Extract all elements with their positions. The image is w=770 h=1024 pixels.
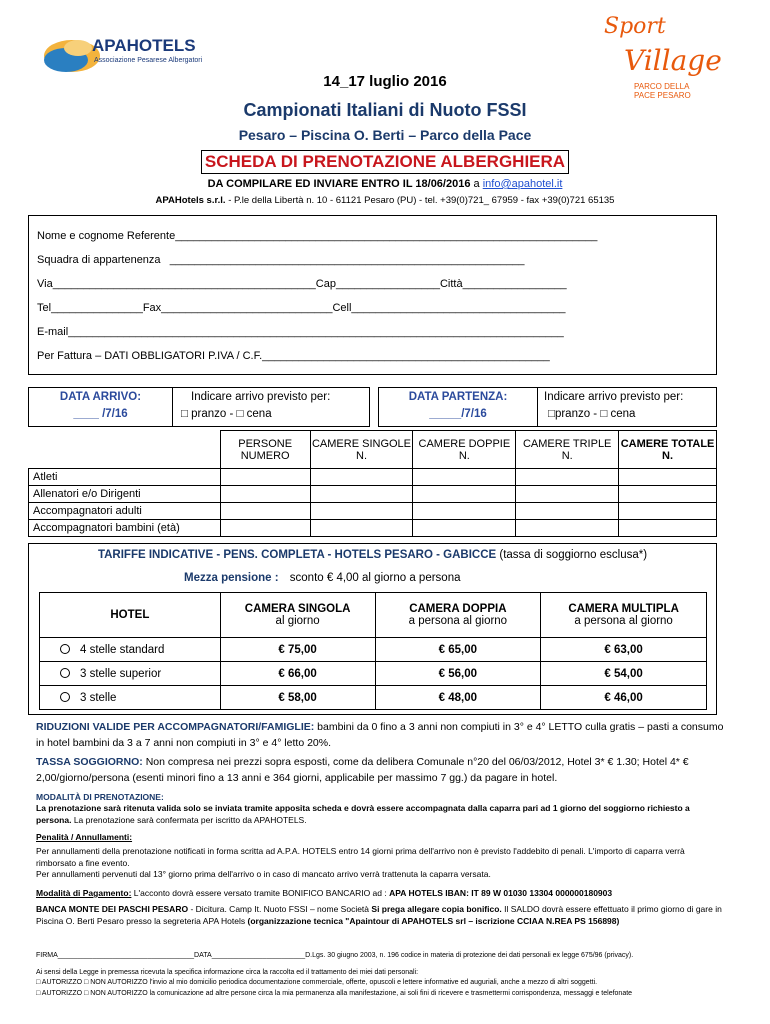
cell-input[interactable] xyxy=(413,486,516,503)
tariff-title: TARIFFE INDICATIVE - PENS. COMPLETA - HOTELS PESARO - GABICCE xyxy=(97,549,497,561)
people-table xyxy=(28,430,717,537)
fattura-label: Per Fattura – DATI OBBLIGATORI P.IVA / C.F. xyxy=(37,350,263,362)
cell-input[interactable] xyxy=(516,520,619,537)
row-label: Allenatori e/o Dirigenti xyxy=(29,486,221,503)
event-subtitle: Pesaro – Piscina O. Berti – Parco della Pace xyxy=(238,127,532,143)
event-title: Campionati Italiani di Nuoto FSSI xyxy=(243,100,527,120)
table-row xyxy=(29,469,717,486)
table-row: 4 stelle standard € 75,00 € 65,00 € 63,00 xyxy=(40,638,707,662)
tassa-label: TASSA SOGGIORNO: xyxy=(36,756,143,768)
table-row xyxy=(29,520,717,537)
form-title xyxy=(0,150,770,174)
header-persone: PERSONE NUMERO xyxy=(220,431,310,469)
cell-input[interactable] xyxy=(310,486,413,503)
compile-deadline: DA COMPILARE ED INVIARE ENTRO IL 18/06/2016 xyxy=(207,178,471,190)
arrival-date: ____ /7/16 xyxy=(73,408,128,420)
cell-input[interactable] xyxy=(413,503,516,520)
departure-meal-box[interactable] xyxy=(537,387,717,427)
radio-icon[interactable] xyxy=(60,692,70,702)
tel-field[interactable]: Tel_______________Fax____________________________Cell___________________________________ xyxy=(37,302,566,314)
email-link[interactable]: info@apahotel.it xyxy=(482,178,563,190)
header-singole: CAMERE SINGOLE N. xyxy=(310,431,413,469)
tel-label: Tel xyxy=(37,302,52,314)
arrival-indicate: Indicare arrivo previsto per: xyxy=(191,391,331,403)
hotel-option[interactable]: 3 stelle superior xyxy=(40,662,221,686)
sport-village-sub: PARCO DELLA PACE PESARO xyxy=(634,82,691,100)
table-row xyxy=(29,486,717,503)
compile-line xyxy=(0,178,770,190)
half-board-label: Mezza pensione : xyxy=(184,572,279,584)
col-multi: CAMERA MULTIPLA a persona al giorno xyxy=(541,593,707,638)
hotel-option[interactable]: 3 stelle xyxy=(40,686,221,710)
cell-input[interactable] xyxy=(220,469,310,486)
cell-input[interactable] xyxy=(619,503,717,520)
citta-label: Città xyxy=(439,278,463,290)
riduzioni-note xyxy=(36,719,726,751)
cell-input[interactable] xyxy=(220,520,310,537)
squadra-label: Squadra di appartenenza xyxy=(37,254,161,266)
departure-date: _____/7/16 xyxy=(429,408,487,420)
tariff-tax-note: (tassa di soggiorno esclusa*) xyxy=(499,549,648,561)
arrival-meal-box[interactable] xyxy=(172,387,370,427)
cell-input[interactable] xyxy=(619,486,717,503)
email-label: E-mail xyxy=(37,326,69,338)
modalita-title: MODALITÀ DI PRENOTAZIONE: xyxy=(36,792,164,802)
departure-date-box[interactable] xyxy=(378,387,538,427)
arrival-options: □ pranzo - □ cena xyxy=(181,408,272,420)
signature-line[interactable]: FIRMA___________________________________DATA________________________D.Lgs. 30 giugno 2003, n. 196 codice in materia di protezione dei dati personali ex legge 675/96 (privacy). xyxy=(36,952,634,959)
referente-label: Nome e cognome Referente xyxy=(37,230,176,242)
row-label: Accompagnatori bambini (età) xyxy=(29,520,221,537)
penalita-text-2: Per annullamenti pervenuti dal 13° giorno prima dell'arrivo o in caso di mancato arrivo verrà trattenuta la caparra versata. xyxy=(36,869,491,879)
event-dates: 14_17 luglio 2016 xyxy=(323,73,447,90)
consent-line-2[interactable]: □ AUTORIZZO □ NON AUTORIZZO la comunicazione ad altre persone circa la mia permanenza alla manifestazione, ai soli fini di ricevere e trasmettermi corrispondenza, messaggi e telefonate xyxy=(36,990,633,997)
cell-input[interactable] xyxy=(516,486,619,503)
cell-input[interactable] xyxy=(516,503,619,520)
tariff-table xyxy=(39,592,707,710)
departure-label: DATA PARTENZA: xyxy=(408,391,508,403)
apahotels-logo xyxy=(42,30,202,74)
fattura-field[interactable]: Per Fattura – DATI OBBLIGATORI P.IVA / C.F._______________________________________________ xyxy=(37,350,550,362)
cell-input[interactable] xyxy=(413,520,516,537)
header-totale: CAMERE TOTALE N. xyxy=(619,431,717,469)
table-row: 3 stelle € 58,00 € 48,00 € 46,00 xyxy=(40,686,707,710)
apahotels-brand: APAHOTELS xyxy=(92,36,196,55)
pagamento-line: Modalità di Pagamento: L'acconto dovrà essere versato tramite BONIFICO BANCARIO ad : APA HOTELS IBAN: IT 89 W 01030 13304 000000180903 xyxy=(36,888,613,898)
header-doppie: CAMERE DOPPIE N. xyxy=(413,431,516,469)
consent-line-1[interactable]: □ AUTORIZZO □ NON AUTORIZZO l'invio al mio domicilio periodica documentazione commerciale, offerte, opuscoli e lettere informative ed auguriali, anche a mezzo di altri soggetti. xyxy=(36,979,598,986)
header-triple: CAMERE TRIPLE N. xyxy=(516,431,619,469)
departure-options: □pranzo - □ cena xyxy=(548,408,636,420)
cell-input[interactable] xyxy=(619,469,717,486)
row-label: Atleti xyxy=(29,469,221,486)
referente-field[interactable]: Nome e cognome Referente_____________________________________________________________________ xyxy=(37,230,598,242)
arrival-label: DATA ARRIVO: xyxy=(59,391,142,403)
via-label: Via xyxy=(37,278,53,290)
address-rest: - P.le della Libertà n. 10 - 61121 Pesaro (PU) - tel. +39(0)721_ 67959 - fax +39(0)721 65135 xyxy=(228,195,615,206)
contact-box xyxy=(28,215,717,375)
squadra-field[interactable]: Squadra di appartenenza __________________________________________________________ xyxy=(37,254,525,266)
cell-input[interactable] xyxy=(220,503,310,520)
riduzioni-text: bambini da 0 fino a 3 anni non compiuti in 3° e 4° LETTO culla gratis – pasti a consumo in hotel bambini da 3 a 7 anni non compiuti in 3° e 4° letto 20%. xyxy=(36,721,724,749)
radio-icon[interactable] xyxy=(60,668,70,678)
radio-icon[interactable] xyxy=(60,644,70,654)
table-row xyxy=(29,503,717,520)
address-name: APAHotels s.r.l. xyxy=(155,195,226,206)
village-logo-text: Village xyxy=(624,44,722,77)
cell-input[interactable] xyxy=(310,469,413,486)
cap-label: Cap xyxy=(315,278,336,290)
half-board-line xyxy=(184,572,460,584)
half-board-text: sconto € 4,00 al giorno a persona xyxy=(289,572,461,584)
penalita-text-1: Per annullamenti della prenotazione notificati in forma scritta ad A.P.A. HOTELS entro 14 giorni prima dell'arrivo non è previsto l'addebito di penali. L'importo di caparra verrà rimborsato a fine evento. xyxy=(36,846,685,868)
email-field[interactable]: E-mail_________________________________________________________________________________ xyxy=(37,326,564,338)
penalita-title: Penalità / Annullamenti: xyxy=(36,832,133,842)
modalita-text: La prenotazione sarà ritenuta valida solo se inviata tramite apposita scheda e dovrà essere accompagnata dalla caparra pari ad 1 giorno del soggiorno richiesto a persona. La prenotazione sarà confermata per iscritto da APAHOTELS. xyxy=(36,803,690,825)
cell-input[interactable] xyxy=(619,520,717,537)
table-row: 3 stelle superior € 66,00 € 56,00 € 54,00 xyxy=(40,662,707,686)
cell-label: Cell xyxy=(332,302,352,314)
col-hotel: HOTEL xyxy=(40,593,221,638)
form-title-text: SCHEDA DI PRENOTAZIONE ALBERGHIERA xyxy=(201,150,569,174)
fax-label: Fax xyxy=(142,302,162,314)
legge-text: Ai sensi della Legge in premessa ricevuta la specifica informazione circa la raccolta ed il trattamento dei miei dati personali: xyxy=(36,969,419,976)
via-field[interactable]: Via___________________________________________Cap_________________Città_________________ xyxy=(37,278,567,290)
tariff-title-line xyxy=(29,549,716,561)
tassa-note xyxy=(36,754,726,786)
sport-logo-text: Sport xyxy=(604,14,666,39)
banca-text: BANCA MONTE DEI PASCHI PESARO - Dicitura. Camp It. Nuoto FSSI – nome Società Si prega allegare copia bonifico. Il SALDO dovrà essere effettuato il primo giorno di gare in Piscina O. Berti Pesaro presso la segreteria APA Hotels (organizzazione tecnica "Apaintour di APAHOTELS srl – iscrizione CCIAA N.REA PS 156898) xyxy=(36,904,722,926)
tariff-box xyxy=(28,543,717,715)
riduzioni-label: RIDUZIONI VALIDE PER ACCOMPAGNATORI/FAMIGLIE: xyxy=(36,721,315,733)
cell-input[interactable] xyxy=(413,469,516,486)
row-label: Accompagnatori adulti xyxy=(29,503,221,520)
apahotels-subtitle: Associazione Pesarese Albergatori xyxy=(94,57,203,64)
cell-input[interactable] xyxy=(310,503,413,520)
hotel-option[interactable]: 4 stelle standard xyxy=(40,638,221,662)
col-single: CAMERA SINGOLA al giorno xyxy=(220,593,375,638)
tassa-text: Non compresa nei prezzi sopra esposti, come da delibera Comunale n°20 del 06/03/2012, Hotel 3* € 1.30; Hotel 4* € 2,00/giorno/persona (esenti minori fino a 13 anni e 364 giorni, applicabile per massimo 7 gg.) da pagare in hotel. xyxy=(36,756,689,784)
cell-input[interactable] xyxy=(310,520,413,537)
cell-input[interactable] xyxy=(220,486,310,503)
address-line xyxy=(0,195,770,206)
sport-village-logo xyxy=(598,14,728,108)
departure-indicate: Indicare arrivo previsto per: xyxy=(544,391,684,403)
col-double: CAMERA DOPPIA a persona al giorno xyxy=(375,593,541,638)
arrival-date-box[interactable] xyxy=(28,387,173,427)
compile-a: a xyxy=(473,178,480,190)
cell-input[interactable] xyxy=(516,469,619,486)
